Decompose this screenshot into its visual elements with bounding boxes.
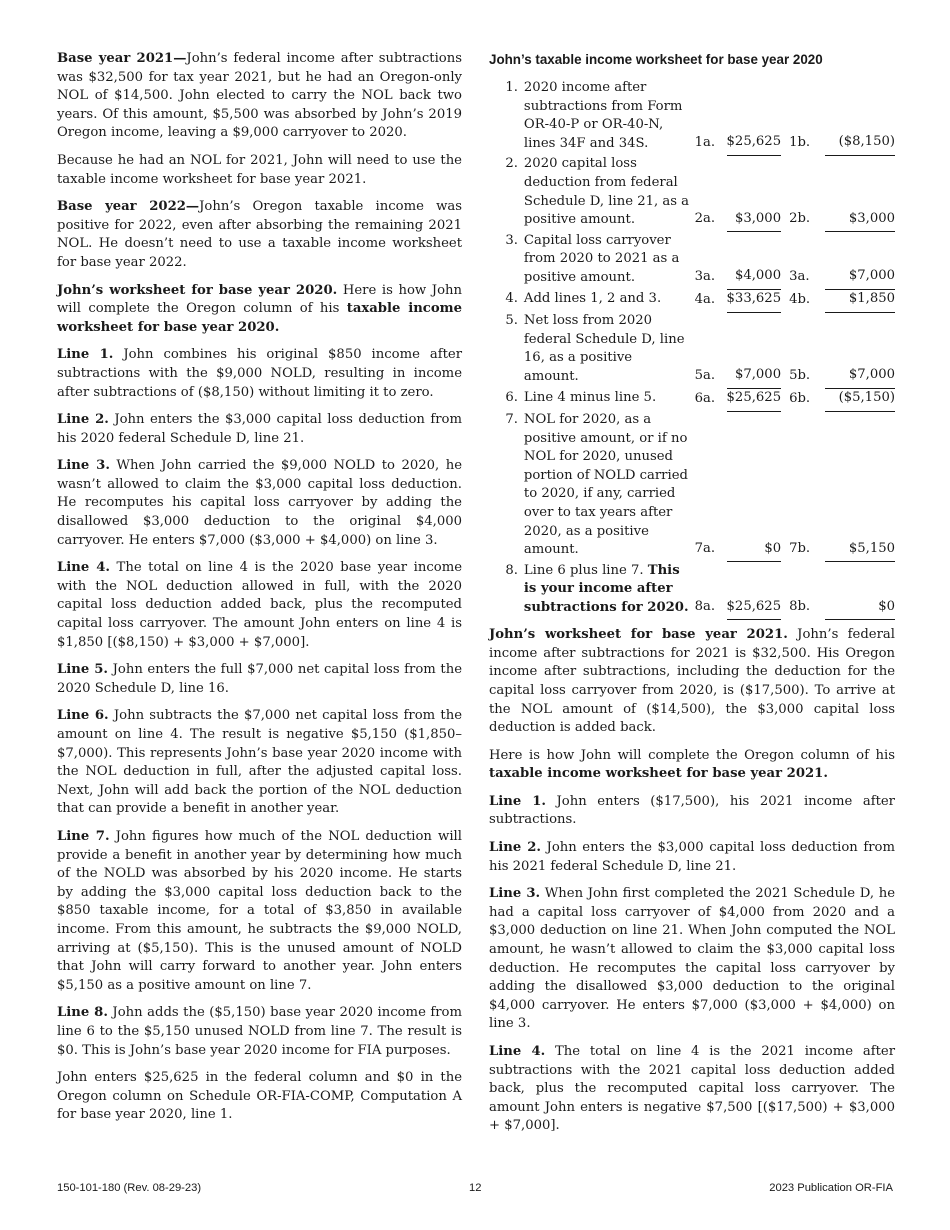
line-number: 1. (505, 80, 518, 95)
oregon-amount: $7,000 (825, 232, 895, 290)
paragraph-text: John enters the $3,000 capital loss deduction from his 2021 federal Schedule D, line 21. (489, 840, 895, 874)
paragraph (489, 885, 895, 1034)
paragraph (489, 747, 895, 784)
paragraph-lead: Line 1. (57, 347, 114, 363)
paragraph (57, 559, 462, 652)
federal-line-label: 7a. (694, 541, 716, 557)
right-column (489, 50, 895, 1145)
oregon-line-label: 1b. (789, 134, 811, 150)
paragraph (57, 707, 462, 819)
worksheet-table (489, 79, 895, 620)
oregon-amount: $7,000 (825, 312, 895, 388)
paragraph (57, 661, 462, 698)
line-description-text: Line 6 plus line 7. (523, 562, 648, 578)
line-description (524, 232, 691, 290)
paragraph-lead: Line 6. (57, 708, 109, 724)
paragraph-text: When John carried the $9,000 NOLD to 2020, he wasn’t allowed to claim the $3,000 capital loss deduction. He recomputes his capital loss carryover by adding the disallowed $3,000 deduction to the original $4,000 carryover. He enters $7,000 ($3,000 + $4,000) on line 3. (57, 458, 462, 548)
paragraph-bold-tail: taxable income worksheet for base year 2020. (57, 301, 462, 335)
paragraph-text: Here is how John will complete the Oregon column of his (57, 282, 463, 317)
oregon-line-label: 8b. (789, 599, 811, 615)
page-number: 12 (469, 1182, 482, 1194)
line-number: 8. (505, 562, 518, 578)
line-description-text: Capital loss carryover from 2020 to 2021 as a positive amount. (523, 232, 680, 285)
federal-amount: $25,625 (727, 79, 782, 155)
paragraph (57, 1069, 462, 1125)
paragraph-text: John figures how much of the NOL deduction will provide a benefit in another year by determining how much of the NOLD was absorbed by his 2020 income. He starts by adding the $3,000 capital loss deduction back to the $850 taxable income, for a total of $3,850 in available income. From this amount, he subtracts the $9,000 NOLD, arriving at ($5,150). This is the unused amount of NOLD that John will carry forward to another year. John enters $5,150 as a positive amount on line 7. (57, 828, 462, 993)
paragraph (57, 50, 462, 143)
oregon-line-label: 2b. (789, 211, 811, 227)
paragraph-text: John’s federal income after subtractions was $32,500 for tax year 2021, but he had an Oregon-only NOL of $14,500. John elected to carry the NOL back two years. Of this amount, $5,500 was absorbed by John’s 2019 Oregon income, leaving a $9,000 carryover to 2020. (57, 51, 462, 141)
paragraph-lead: Line 2. (489, 840, 541, 856)
line-description-text: NOL for 2020, as a positive amount, or if no NOL for 2020, unused portion of NOLD carried to 2020, if any, carried over to tax years after 2020, as a positive amount. (523, 412, 688, 558)
paragraph-text: Here is how John will complete the Oregon column of his (489, 747, 895, 763)
paragraph (57, 282, 462, 338)
worksheet-row (489, 232, 895, 290)
federal-amount: $4,000 (727, 232, 782, 290)
oregon-line-label: 4b. (789, 291, 811, 307)
paragraph-lead: Line 3. (489, 886, 541, 902)
paragraph-lead: Line 4. (57, 560, 110, 576)
oregon-line-label: 5b. (789, 367, 811, 383)
worksheet-row (489, 290, 895, 313)
worksheet-row (489, 562, 895, 620)
federal-line-label: 5a. (694, 367, 716, 383)
oregon-line-label: 7b. (789, 541, 811, 557)
line-description-bold: This is your income after subtractions for 2020. (523, 562, 689, 616)
oregon-amount: ($8,150) (825, 79, 895, 155)
paragraph (57, 152, 462, 189)
paragraph-text: John enters $25,625 in the federal column and $0 in the Oregon column on Schedule OR-FIA-COMP, Computation A for base year 2020, line 1. (57, 1070, 462, 1123)
paragraph (57, 1004, 462, 1060)
federal-amount: $25,625 (727, 562, 782, 620)
worksheet-row (489, 155, 895, 231)
line-description (524, 155, 691, 231)
federal-amount: $3,000 (727, 155, 782, 231)
paragraph-text: Because he had an NOL for 2021, John will need to use the taxable income worksheet for base year 2021. (57, 152, 462, 187)
paragraph-bold-tail: taxable income worksheet for base year 2021. (489, 766, 828, 782)
oregon-amount: $1,850 (825, 290, 895, 313)
paragraph-lead: John’s worksheet for base year 2020. (57, 282, 338, 298)
paragraph-text: John’s federal income after subtractions for 2021 is $32,500. His Oregon income after subtractions, including the deduction for the capital loss carryover from 2020, is ($17,500). To arrive at the NOL amount of ($14,500), the $3,000 capital loss deduction is added back. (489, 627, 895, 736)
paragraph (57, 411, 462, 448)
line-description (524, 312, 691, 388)
paragraph-lead: Base year 2021— (57, 51, 187, 66)
line-number: 2. (505, 156, 518, 172)
paragraph-text: John enters the full $7,000 net capital loss from the 2020 Schedule D, line 16. (57, 662, 462, 696)
line-number: 3. (505, 232, 518, 248)
left-column (57, 50, 462, 1134)
paragraph (489, 793, 895, 830)
form-id: 150-101-180 (Rev. 08-29-23) (57, 1182, 202, 1194)
paragraph-text: John adds the ($5,150) base year 2020 income from line 6 to the $5,150 unused NOLD from line 7. The result is $0. This is John’s base year 2020 income for FIA purposes. (57, 1005, 462, 1058)
paragraph-lead: Line 2. (57, 412, 109, 428)
publication-name: 2023 Publication OR-FIA (769, 1182, 893, 1194)
line-description-text: Net loss from 2020 federal Schedule D, line 16, as a positive amount. (523, 313, 685, 384)
federal-amount: $33,625 (727, 290, 782, 313)
oregon-line-label: 3a. (789, 268, 810, 284)
federal-line-label: 1a. (694, 134, 716, 150)
oregon-amount: $3,000 (825, 155, 895, 231)
line-description (524, 79, 691, 155)
paragraph-text: John subtracts the $7,000 net capital loss from the amount on line 4. The result is negative $5,150 ($1,850–$7,000). This represents John’s base year 2020 income with the NOL deduction in full, after the adjusted capital loss. Next, John will add back the portion of the NOL deduction that can provide a benefit in another year. (57, 708, 463, 817)
line-number: 4. (505, 290, 518, 306)
line-number: 6. (505, 389, 518, 405)
oregon-amount: $0 (825, 562, 895, 620)
paragraph-text: John’s Oregon taxable income was positive for 2022, even after absorbing the remaining 2021 NOL. He doesn’t need to use a taxable income worksheet for base year 2022. (57, 199, 462, 270)
federal-amount: $25,625 (727, 389, 782, 412)
line-number: 5. (505, 313, 518, 329)
federal-line-label: 2a. (694, 211, 716, 227)
paragraph-lead: Line 5. (57, 662, 109, 678)
worksheet-row (489, 389, 895, 412)
paragraph (489, 1043, 895, 1136)
line-description-text: Add lines 1, 2 and 3. (523, 290, 662, 306)
line-description-text: 2020 income after subtractions from Form OR-40-P or OR-40-N, lines 34F and 34S. (523, 80, 683, 151)
paragraph-text: The total on line 4 is the 2021 income after subtractions with the 2021 capital loss deduction added back, plus the recomputed capital loss carryover. The amount John enters is negative $7,500 [($17,500) + $3,000 + $7,000]. (489, 1044, 895, 1134)
paragraph (57, 346, 462, 402)
paragraph-lead: Line 8. (57, 1005, 108, 1021)
line-number: 7. (505, 412, 518, 428)
paragraph (57, 828, 462, 995)
paragraph-lead: Base year 2022— (57, 199, 200, 215)
paragraph-text: John combines his original $850 income after subtractions with the $9,000 NOLD, resulting in income after subtractions of ($8,150) without limiting it to zero. (57, 347, 462, 400)
federal-line-label: 8a. (694, 599, 716, 615)
worksheet-title: John’s taxable income worksheet for base year 2020 (489, 52, 823, 67)
oregon-line-label: 6b. (789, 390, 811, 406)
oregon-amount: ($5,150) (825, 389, 895, 412)
federal-line-label: 3a. (694, 268, 716, 284)
paragraph-lead: John’s worksheet for base year 2021. (489, 627, 788, 643)
paragraph-text: When John first completed the 2021 Schedule D, he had a capital loss carryover of $4,000 from 2020 and a $3,000 deduction on line 21. When John computed the NOL amount, he wasn’t allowed to claim the $3,000 capital loss deduction. He recomputes the capital loss carryover by adding the disallowed $3,000 deduction to the original $4,000 carryover. He enters $7,000 ($3,000 + $4,000) on line 3. (489, 886, 896, 1032)
federal-amount: $0 (727, 411, 782, 562)
federal-line-label: 6a. (694, 390, 716, 406)
worksheet-row (489, 79, 895, 155)
paragraph (57, 198, 462, 272)
paragraph-text: John enters the $3,000 capital loss deduction from his 2020 federal Schedule D, line 21. (57, 412, 462, 446)
paragraph-text: John enters ($17,500), his 2021 income after subtractions. (489, 793, 895, 828)
paragraph (489, 626, 895, 738)
worksheet-row (489, 312, 895, 388)
line-description-text: 2020 capital loss deduction from federal Schedule D, line 21, as a positive amount. (523, 156, 690, 228)
line-description-text: Line 4 minus line 5. (523, 389, 657, 405)
federal-line-label: 4a. (694, 291, 716, 307)
right-paragraphs (489, 626, 895, 1136)
paragraph-lead: Line 7. (57, 828, 110, 844)
oregon-amount: $5,150 (825, 411, 895, 562)
line-description (524, 290, 691, 313)
paragraph-text: The total on line 4 is the 2020 base year income with the NOL deduction allowed in full, with the 2020 capital loss deduction added back, plus the recomputed capital loss carryover. The amount John enters on line 4 is $1,850 [($8,150) + $3,000 + $7,000]. (57, 560, 463, 650)
federal-amount: $7,000 (727, 312, 782, 388)
line-description (524, 389, 691, 412)
paragraph (57, 457, 462, 550)
paragraph (489, 839, 895, 876)
paragraph-lead: Line 3. (57, 458, 110, 474)
line-description (524, 411, 691, 562)
worksheet-row (489, 411, 895, 562)
line-description (524, 562, 691, 620)
paragraph-lead: Line 4. (489, 1044, 546, 1059)
paragraph-lead: Line 1. (489, 793, 546, 809)
